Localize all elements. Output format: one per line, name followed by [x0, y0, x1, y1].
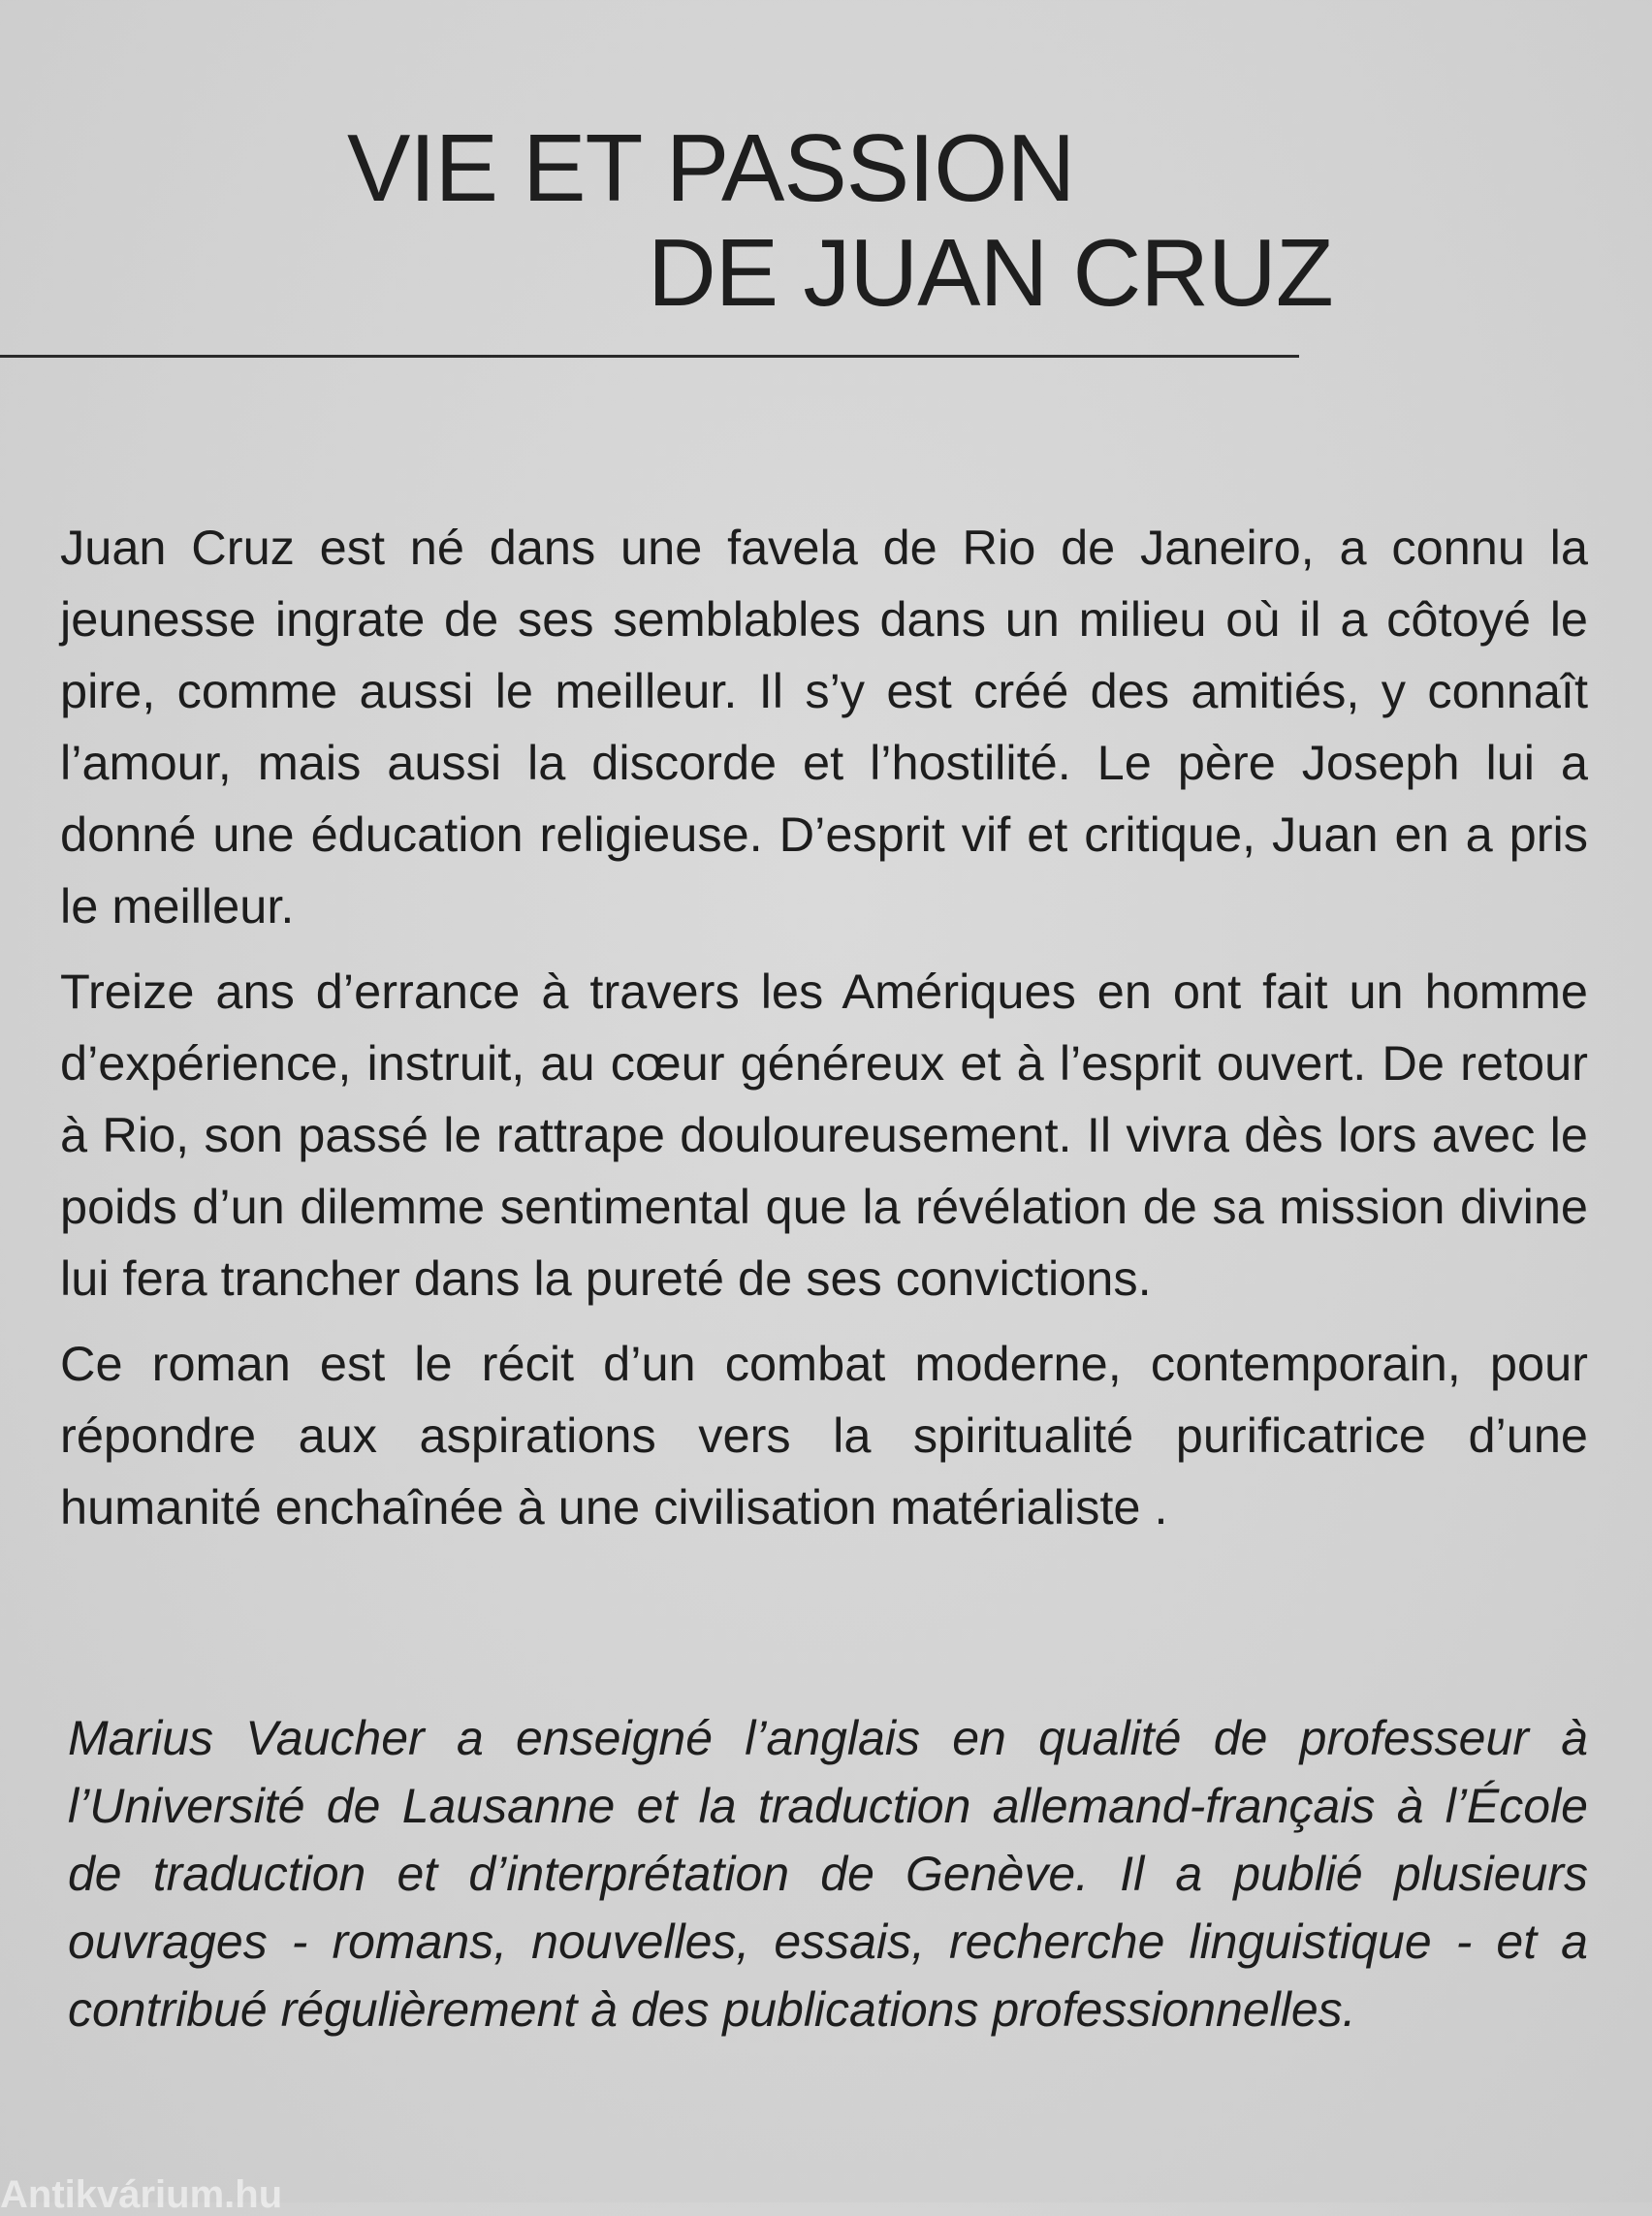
author-bio-text: Marius Vaucher a enseigné l’anglais en qualité de professeur à l’Université de Lausanne et la traduction allemand-français à l’École de traduction et d’interprétation de Genève. Il a publié plusieurs ouvrages - romans, nouvelles, essais, recherche linguistique - et a contribué régulièrement à des publications professionnelles.	[68, 1711, 1588, 2037]
watermark: Antikvárium.hu	[0, 2173, 283, 2216]
title-line-2: DE JUAN CRUZ	[648, 219, 1333, 326]
synopsis-paragraph-1: Juan Cruz est né dans une favela de Rio de Janeiro, a connu la jeunesse ingrate de ses semblables dans un milieu où il a côtoyé le pire, comme aussi le meilleur. Il s’y est créé des amitiés, y connaît l’amour, mais aussi la discorde et l’hostilité. Le père Joseph lui a donné une éducation religieuse. D’esprit vif et critique, Juan en a pris le meilleur.	[60, 520, 1588, 934]
author-bio	[68, 1704, 1588, 2043]
synopsis-paragraph-3: Ce roman est le récit d’un combat moderne, contemporain, pour répondre aux aspirations vers la spiritualité purificatrice d’une humanité enchaînée à une civilisation matérialiste .	[60, 1336, 1588, 1535]
synopsis-paragraph-2: Treize ans d’errance à travers les Amériques en ont fait un homme d’expérience, instruit, au cœur généreux et à l’esprit ouvert. De retour à Rio, son passé le rattrape douloureusement. Il vivra dès lors avec le poids d’un dilemme sentimental que la révélation de sa mission divine lui fera trancher dans la pureté de ses convictions.	[60, 964, 1588, 1306]
synopsis	[60, 512, 1588, 1557]
title-divider	[0, 355, 1299, 358]
title-line-1: VIE ET PASSION	[347, 114, 1075, 221]
